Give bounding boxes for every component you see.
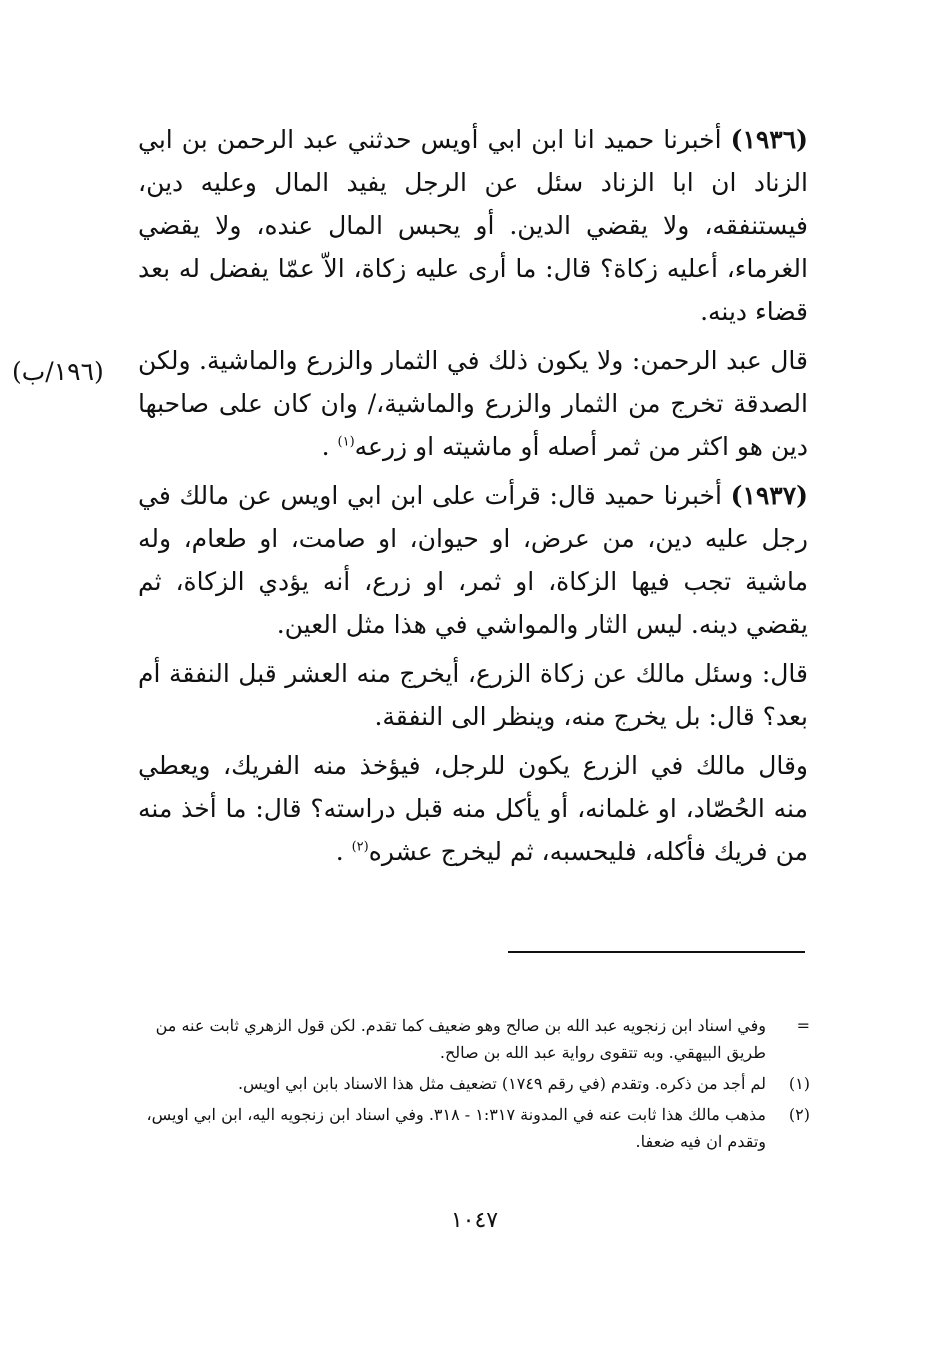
hadith-number: (١٩٣٦) [730,125,808,154]
paragraph-text: قال عبد الرحمن: ولا يكون ذلك في الثمار والزرع والماشية. ولكن الصدقة تخرج من الثمار والزرع والماشية،/ وان كان على صاحبها دين هو اكثر من ثمر أصله أو ماشيته او زرعه [138,346,808,461]
main-text [138,118,808,879]
footnote-text: وفي اسناد ابن زنجويه عبد الله بن صالح وهو ضعيف كما تقدم. لكن قول الزهري ثابت عنه من طريق البيهقي. وبه تتقوى رواية عبد الله بن صالح. [155,1016,766,1062]
paragraph-abd-al-rahman [138,339,808,468]
footnote-ref-1[interactable]: (١) [337,434,355,450]
footnote-mark: (٢) [788,1105,810,1124]
footnote-1 [138,1070,810,1097]
paragraph-end: . [321,432,338,461]
paragraph-end: . [335,837,352,866]
footnote-2 [138,1101,810,1155]
manuscript-folio-ref: (١٩٦/ب) [12,357,104,386]
footnote-ref-2[interactable]: (٢) [351,839,369,855]
footnote-text: لم أجد من ذكره. وتقدم (في رقم ١٧٤٩) تضعيف مثل هذا الاسناد بابن ابي اويس. [237,1074,766,1093]
footnotes [138,1012,810,1159]
paragraph-1937 [138,474,808,646]
paragraph-malik-farik [138,744,808,873]
footnote-divider [508,951,805,953]
paragraph-text: قال: وسئل مالك عن زكاة الزرع، أيخرج منه العشر قبل النفقة أم بعد؟ قال: بل يخرج منه، وينظر الى النفقة. [138,659,808,731]
footnote-continued [138,1012,810,1066]
hadith-number: (١٩٣٧) [730,481,808,510]
footnote-mark: (١) [788,1074,810,1093]
footnote-mark: = [796,1016,810,1035]
paragraph-malik-zakat-zar [138,652,808,738]
paragraph-text: أخبرنا حميد قال: قرأت على ابن ابي اويس عن مالك في رجل عليه دين، من عرض، او حيوان، او صامت، او طعام، وله ماشية تجب فيها الزكاة، او ثمر، او زرع، أنه يؤدي الزكاة، ثم يقضي دينه. ليس الثار والمواشي في هذا مثل العين. [138,481,808,639]
footnote-text: مذهب مالك هذا ثابت عنه في المدونة ١:٣١٧ - ٣١٨. وفي اسناد ابن زنجويه اليه، ابن ابي اويس، وتقدم ان فيه ضعفا. [146,1105,766,1151]
paragraph-1936 [138,118,808,333]
paragraph-text: وقال مالك في الزرع يكون للرجل، فيؤخذ منه الفريك، ويعطي منه الحُصّاد، او غلمانه، أو يأكل منه قبل دراسته؟ قال: ما أخذ منه من فريك فأكله، فليحسبه، ثم ليخرج عشره [138,751,808,866]
paragraph-text: أخبرنا حميد انا ابن ابي أويس حدثني عبد الرحمن بن ابي الزناد ان ابا الزناد سئل عن الرجل يفيد المال وعليه دين، فيستنفقه، ولا يقضي الدين. أو يحبس المال عنده، ولا يقضي الغرماء، أعليه زكاة؟ قال: ما أرى عليه زكاة، الاّ عمّا يفضل له بعد قضاء دينه. [138,125,808,326]
page-number: ١٠٤٧ [450,1208,499,1233]
